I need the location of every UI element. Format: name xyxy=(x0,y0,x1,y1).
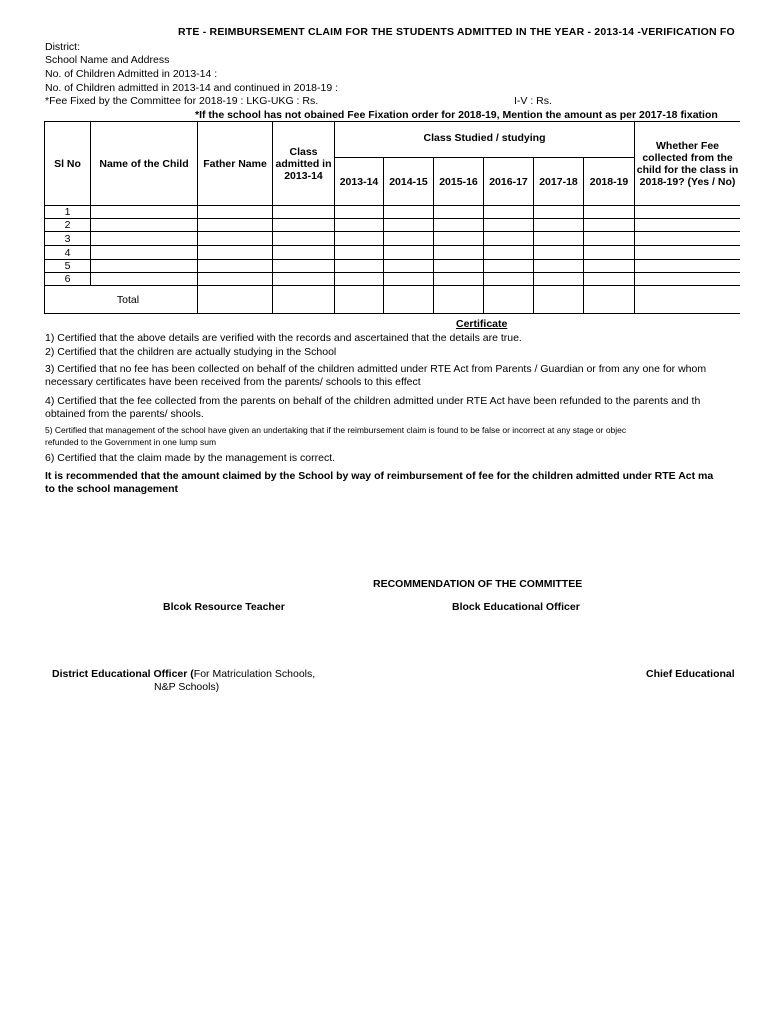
certificate-line: 6) Certified that the claim made by the management is correct. xyxy=(45,452,336,464)
row-number: 6 xyxy=(45,273,91,286)
fee-fixation-note: *If the school has not obained Fee Fixation order for 2018-19, Mention the amount as per 2017-18 fixation xyxy=(195,109,718,121)
brt-signatory: Blcok Resource Teacher xyxy=(163,601,285,613)
table-row xyxy=(45,206,741,219)
header-class-studied: Class Studied / studying xyxy=(335,122,635,158)
district-label: District: xyxy=(45,41,80,53)
header-year: 2018-19 xyxy=(584,158,635,206)
certificate-line: 2) Certified that the children are actually studying in the School xyxy=(45,346,337,358)
continued-label: No. of Children admitted in 2013-14 and continued in 2018-19 : xyxy=(45,82,339,94)
recommendation-line: to the school management xyxy=(45,483,179,495)
row-number: 5 xyxy=(45,260,91,273)
beo-signatory: Block Educational Officer xyxy=(452,601,580,613)
header-class-admitted: Class admitted in 2013-14 xyxy=(273,122,335,206)
header-slno: Sl No xyxy=(45,122,91,206)
table-row xyxy=(45,232,741,246)
certificate-heading: Certificate xyxy=(456,318,508,330)
total-row xyxy=(45,286,741,314)
ceo-signatory: Chief Educational xyxy=(646,668,735,680)
total-label: Total xyxy=(45,286,198,314)
table-row xyxy=(45,246,741,260)
table-row xyxy=(45,273,741,286)
deo-signatory xyxy=(52,668,315,680)
row-number: 2 xyxy=(45,219,91,232)
admitted-label: No. of Children Admitted in 2013-14 : xyxy=(45,68,218,80)
certificate-line: necessary certificates have been received from the parents/ schools to this effect xyxy=(45,376,421,388)
header-father-name: Father Name xyxy=(198,122,273,206)
table-row xyxy=(45,219,741,232)
certificate-line: 3) Certified that no fee has been collected on behalf of the children admitted under RTE Act from Parents / Guardian or from any one for whom xyxy=(45,363,707,375)
row-number: 4 xyxy=(45,246,91,260)
certificate-line: 4) Certified that the fee collected from the parents on behalf of the children admitted under RTE Act have been refunded to the parents and th xyxy=(45,395,701,407)
deo-title: District Educational Officer ( xyxy=(52,668,194,680)
certificate-line: 1) Certified that the above details are verified with the records and ascertained that the details are true. xyxy=(45,332,522,344)
fee-fixed-label: *Fee Fixed by the Committee for 2018-19 : LKG-UKG : Rs. xyxy=(45,95,319,107)
header-year: 2013-14 xyxy=(335,158,384,206)
certificate-line: refunded to the Government in one lump sum xyxy=(45,437,217,447)
header-year: 2015-16 xyxy=(434,158,484,206)
header-child-name: Name of the Child xyxy=(91,122,198,206)
children-table xyxy=(44,121,740,314)
committee-heading: RECOMMENDATION OF THE COMMITTEE xyxy=(373,578,583,590)
header-fee-collected: Whether Fee collected from the child for the class in 2018-19? (Yes / No) xyxy=(635,122,740,206)
deo-qualifier: For Matriculation Schools, xyxy=(193,668,316,680)
recommendation-line: It is recommended that the amount claimed by the School by way of reimbursement of fee for the children admitted under RTE Act ma xyxy=(45,470,714,482)
certificate-line: obtained from the parents/ shools. xyxy=(45,408,204,420)
deo-qualifier-line2: N&P Schools) xyxy=(154,681,220,693)
certificate-line: 5) Certified that management of the school have given an undertaking that if the reimbursement claim is found to be false or incorrect at any stage or objec xyxy=(45,425,627,435)
school-label: School Name and Address xyxy=(45,54,170,66)
table-row xyxy=(45,260,741,273)
form-title: RTE - REIMBURSEMENT CLAIM FOR THE STUDENTS ADMITTED IN THE YEAR - 2013-14 -VERIFICATION FO xyxy=(178,26,735,38)
header-year: 2017-18 xyxy=(534,158,584,206)
iv-fee-label: I-V : Rs. xyxy=(514,95,552,107)
header-year: 2014-15 xyxy=(384,158,434,206)
header-year: 2016-17 xyxy=(484,158,534,206)
row-number: 1 xyxy=(45,206,91,219)
row-number: 3 xyxy=(45,232,91,246)
